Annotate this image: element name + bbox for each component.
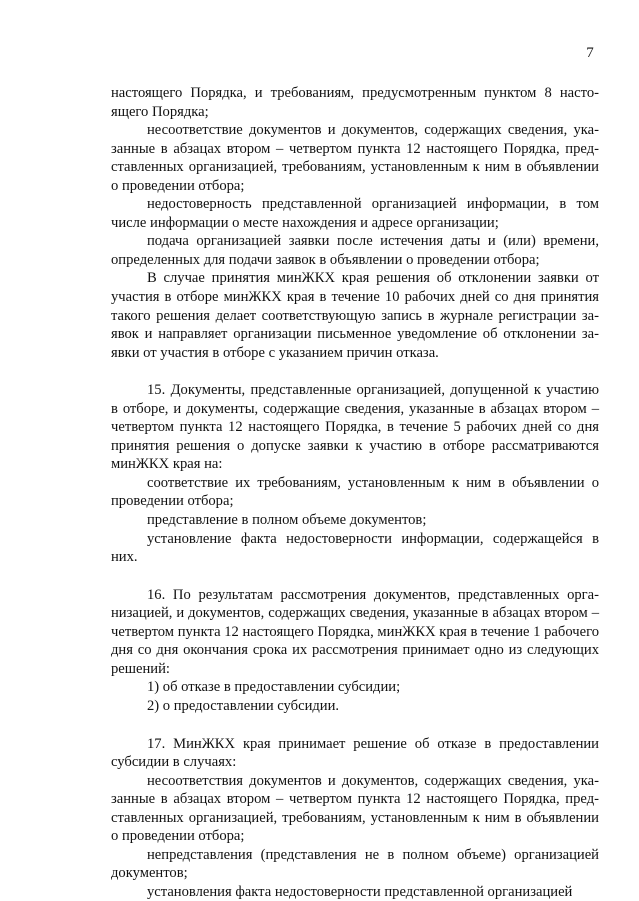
paragraph-item: установления факта недостоверности представленной организацией xyxy=(147,883,573,900)
page-number: 7 xyxy=(586,45,594,61)
clause-17: 17. МинЖКХ края принимает решение об отказе в предоставлении субсидии в случаях: xyxy=(111,735,599,771)
paragraph-item: представление в полном объеме документов; xyxy=(147,512,427,529)
paragraph-item: соответствие их требованиям, установленным к ним в объявлении о проведении отбора; xyxy=(111,474,599,510)
list-item: 1) об отказе в предоставлении субсидии; xyxy=(147,679,401,696)
paragraph-item: В случае принятия минЖКХ края решения об отклонении заявки от участия в отборе минЖКХ края в течение 10 рабочих дней со дня принятия такого решения делает соответствующую запись в журнале регистрации заявок и направляет организации письменное уведомление об отклонении заявки от участия в отборе с указанием причин отказа. xyxy=(111,270,599,361)
paragraph-item: несоответствие документов и документов, содержащих сведения, указанные в абзацах втором – четвертом пункта 12 настоящего Порядка, представленных организацией, требованиям, установленным к ним в объявлении о проведении отбора; xyxy=(111,122,599,194)
paragraph-item: подача организацией заявки после истечения даты и (или) времени, определенных для подачи заявок в объявлении о проведении отбора; xyxy=(111,233,599,268)
document-body xyxy=(111,84,599,901)
paragraph-item: установление факта недостоверности информации, содержащейся в них. xyxy=(111,530,599,566)
paragraph-item: непредставления (представления не в полном объеме) организацией документов; xyxy=(111,846,599,882)
list-item: 2) о предоставлении субсидии. xyxy=(147,697,340,714)
clause-16: 16. По результатам рассмотрения документов, представленных организацией, и документов, содержащих сведения, указанные в абзацах втором – четвертом пункта 12 настоящего Порядка, минЖКХ края в течение 1 рабочего дня со дня окончания срока их рассмотрения принимает одно из следующих решений: xyxy=(111,586,599,677)
paragraph-continuation: настоящего Порядка, и требованиям, предусмотренным пунктом 8 настоящего Порядка; xyxy=(111,85,599,120)
paragraph-item: недостоверность представленной организацией информации, в том числе информации о месте нахождения и адресе организации; xyxy=(111,196,599,231)
paragraph-item: несоответствия документов и документов, содержащих сведения, указанные в абзацах втором – четвертом пункта 12 настоящего Порядка, представленных организацией, требованиям, установленным к ним в объявлении о проведении отбора; xyxy=(111,772,599,845)
clause-15: 15. Документы, представленные организацией, допущенной к участию в отборе, и документы, содержащие сведения, указанные в абзацах втором – четвертом пункта 12 настоящего Порядка, в течение 5 рабочих дней со дня принятия решения о допуске заявки к участию в отборе рассматриваются минЖКХ края на: xyxy=(111,382,599,473)
